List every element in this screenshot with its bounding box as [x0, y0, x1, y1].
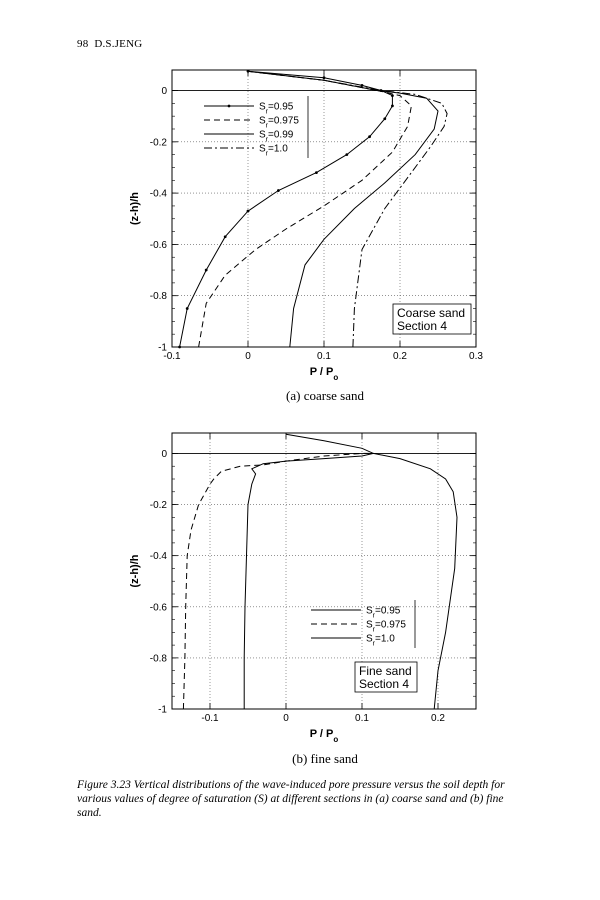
series-marker-0	[391, 105, 394, 108]
x-tick-label: 0	[245, 351, 251, 362]
y-tick-label: -0.4	[149, 188, 167, 200]
annotation-line-1: Section 4	[397, 319, 448, 333]
legend-label-value: =1.0	[375, 633, 395, 645]
x-tick-label: 0.3	[469, 351, 483, 362]
series-marker-0	[178, 346, 181, 349]
x-tick-label: -0.1	[163, 351, 181, 362]
y-axis-label: (z-h)/h	[129, 192, 141, 225]
y-tick-label: -0.6	[149, 602, 167, 614]
legend-label-subscript: r	[372, 640, 376, 647]
x-tick-label: 0.1	[317, 351, 331, 362]
series-marker-0	[361, 84, 364, 87]
legend-label-0: $S_r=0.95$	[259, 101, 294, 115]
x-tick-label: 0.1	[355, 713, 369, 724]
y-tick-label: -1	[158, 342, 167, 354]
series-line-1	[199, 71, 412, 347]
figure-label: Figure 3.23	[77, 779, 131, 791]
legend-label-subscript: r	[265, 108, 269, 115]
series-marker-0	[391, 94, 394, 97]
series-line-0	[286, 434, 373, 453]
x-axis-label: P / $P_o$	[309, 728, 339, 744]
y-tick-label: 0	[161, 448, 167, 460]
legend-label-subscript: r	[265, 136, 269, 143]
chart-fine-sand	[0, 400, 600, 750]
legend-label-2: $S_r=0.99$	[259, 129, 294, 143]
y-tick-label: -0.8	[149, 291, 167, 303]
legend-label-subscript: r	[265, 150, 269, 157]
annotation-line-0: Fine sand	[359, 664, 412, 678]
series-marker-0	[186, 307, 189, 310]
series-line-1	[183, 453, 373, 709]
plot-frame	[172, 433, 476, 709]
y-tick-label: -1	[158, 704, 167, 716]
y-tick-label: -0.2	[149, 137, 167, 149]
legend-marker-0	[228, 105, 231, 108]
series-marker-0	[345, 153, 348, 156]
figure-caption-text: Vertical distributions of the wave-induced pore pressure versus the soil depth for various values of degree of saturation (S) at different sections in (a) coarse sand and (b) fine sand.	[77, 779, 505, 819]
series-marker-0	[383, 117, 386, 120]
legend-label-value: =0.95	[375, 605, 401, 617]
y-tick-label: -0.8	[149, 653, 167, 665]
annotation-line-0: Coarse sand	[397, 306, 466, 320]
legend	[311, 600, 415, 648]
legend-label-2: $S_r=1.0$	[366, 633, 395, 647]
x-axis-label-subscript: o	[333, 372, 339, 382]
running-head-author: D.S.JENG	[94, 38, 143, 50]
legend-label-3: $S_r=1.0$	[259, 143, 288, 157]
legend-label-value: =0.975	[375, 619, 406, 631]
x-tick-label: 0	[283, 713, 289, 724]
series-marker-0	[315, 171, 318, 174]
y-tick-label: -0.6	[149, 239, 167, 251]
series-marker-0	[368, 135, 371, 138]
legend-label-1: $S_r=0.975$	[259, 115, 299, 129]
series-line-0	[180, 71, 393, 347]
legend-label-subscript: r	[372, 612, 376, 619]
series-marker-0	[205, 269, 208, 272]
legend-label-subscript: r	[265, 122, 269, 129]
legend	[204, 96, 308, 158]
legend-label-0: $S_r=0.95$	[366, 605, 401, 619]
y-tick-label: -0.4	[149, 551, 167, 563]
x-axis-label: P / $P_o$	[309, 366, 339, 382]
page-number: 98	[77, 38, 89, 50]
legend-label-value: =0.975	[268, 115, 299, 127]
annotation-line-1: Section 4	[359, 677, 410, 691]
legend-label-subscript: r	[372, 626, 376, 633]
legend-label-value: =0.95	[268, 101, 294, 113]
series-marker-0	[247, 210, 250, 213]
figure-caption	[77, 778, 527, 820]
y-tick-label: -0.2	[149, 500, 167, 512]
panel-caption-a: (a) coarse sand	[286, 388, 364, 403]
series-marker-0	[277, 189, 280, 192]
y-axis-label: (z-h)/h	[129, 554, 141, 588]
x-tick-label: -0.1	[201, 713, 219, 724]
legend-label-value: =0.99	[268, 129, 294, 141]
x-tick-label: 0.2	[393, 351, 407, 362]
legend-label-value: =1.0	[268, 143, 288, 155]
panel-caption-b: (b) fine sand	[292, 751, 358, 766]
series-marker-0	[224, 235, 227, 238]
y-tick-label: 0	[161, 86, 167, 98]
x-tick-label: 0.2	[431, 713, 445, 724]
x-axis-label-subscript: o	[333, 734, 339, 744]
series-line-2	[244, 453, 457, 709]
series-marker-0	[323, 76, 326, 79]
legend-label-1: $S_r=0.975$	[366, 619, 406, 633]
chart-coarse-sand	[0, 0, 600, 400]
